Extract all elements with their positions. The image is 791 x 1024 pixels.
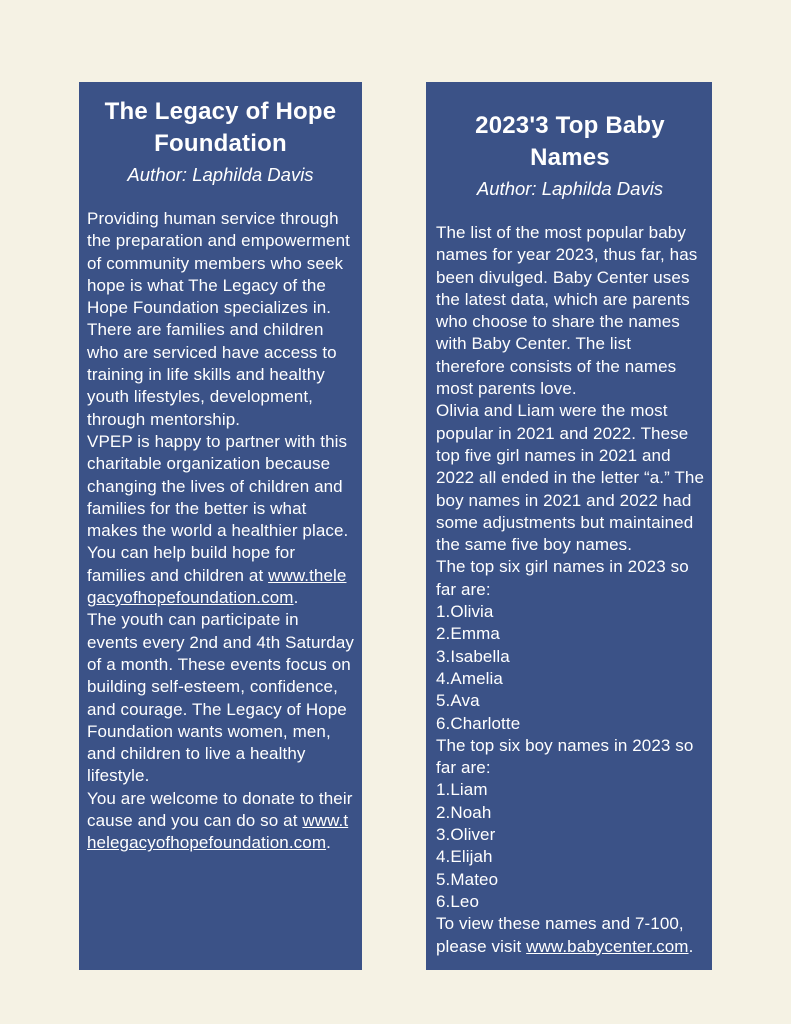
left-article-author: Author: Laphilda Davis bbox=[127, 164, 314, 185]
girl-name-item: 2.Emma bbox=[436, 624, 500, 644]
girl-name-item: 6.Charlotte bbox=[436, 713, 521, 733]
right-closing-period: . bbox=[688, 936, 694, 956]
right-article-panel bbox=[426, 82, 712, 970]
left-paragraph-4 bbox=[87, 788, 354, 855]
girl-name-item: 1.Olivia bbox=[436, 602, 494, 622]
boy-name-item: 2.Noah bbox=[436, 802, 492, 822]
girl-name-item: 4.Amelia bbox=[436, 668, 503, 688]
right-paragraph-1: The list of the most popular baby names for year 2023, thus far, has been divulged. Baby Center uses the latest data, which are parents who choose to share the names with Baby Center. The list therefore consists of the names most parents love. bbox=[436, 223, 698, 399]
right-article-author: Author: Laphilda Davis bbox=[476, 178, 664, 199]
babycenter-link[interactable]: www.babycenter.com bbox=[526, 936, 689, 956]
left-paragraph-1: Providing human service through the preparation and empowerment of community members who seek hope is what The Legacy of the Hope Foundation specializes in. There are families and children who are serviced have access to training in life skills and healthy youth lifestyles, development, through mentorship. bbox=[87, 209, 350, 429]
right-article-title: 2023'3 Top Baby Names bbox=[475, 112, 665, 171]
left-paragraph-2-period: . bbox=[293, 588, 299, 608]
legacy-of-hope-link-2[interactable]: www.thelegacyofhopefoundation.com bbox=[87, 811, 349, 853]
right-paragraph-2: Olivia and Liam were the most popular in 2021 and 2022. These top five girl names in 2021 and 2022 all ended in the letter “a.” The boy names in 2021 and 2022 had some adjustments but maintained the same five boy names. bbox=[436, 401, 705, 555]
boy-name-item: 1.Liam bbox=[436, 780, 488, 800]
left-paragraph-2-text: VPEP is happy to partner with this charitable organization because changing the lives of children and families for the better is what makes the world a healthier place. You can help build hope for families and children at bbox=[87, 431, 349, 585]
left-paragraph-3: The youth can participate in events every 2nd and 4th Saturday of a month. These events focus on building self-esteem, confidence, and courage. The Legacy of Hope Foundation wants women, men, and children to live a healthy lifestyle. bbox=[87, 610, 354, 786]
left-article-body bbox=[87, 208, 354, 855]
right-closing-text: To view these names and 7-100, please visit bbox=[436, 914, 684, 956]
left-paragraph-4-text: You are welcome to donate to their cause and you can do so at bbox=[87, 788, 353, 831]
left-paragraph-2 bbox=[87, 431, 354, 609]
left-article-title bbox=[87, 96, 354, 160]
legacy-of-hope-link[interactable]: www.thelegacyofhopefoundation.com bbox=[87, 565, 347, 608]
boy-name-item: 6.Leo bbox=[436, 891, 480, 911]
boy-name-item: 4.Elijah bbox=[436, 847, 493, 867]
left-article-panel bbox=[79, 82, 362, 970]
left-article-title-line1: The Legacy of Hope bbox=[104, 98, 337, 125]
right-closing-paragraph bbox=[436, 913, 704, 958]
boy-name-item: 3.Oliver bbox=[436, 825, 496, 845]
girl-names-intro: The top six girl names in 2023 so far are: bbox=[436, 557, 689, 599]
girl-name-item: 3.Isabella bbox=[436, 646, 510, 666]
left-article-title-line2: Foundation bbox=[154, 130, 287, 157]
left-paragraph-4-period: . bbox=[326, 833, 331, 853]
right-article-body bbox=[436, 222, 704, 958]
girl-name-item: 5.Ava bbox=[436, 691, 480, 711]
boy-name-item: 5.Mateo bbox=[436, 869, 499, 889]
boy-names-intro: The top six boy names in 2023 so far are: bbox=[436, 735, 694, 778]
